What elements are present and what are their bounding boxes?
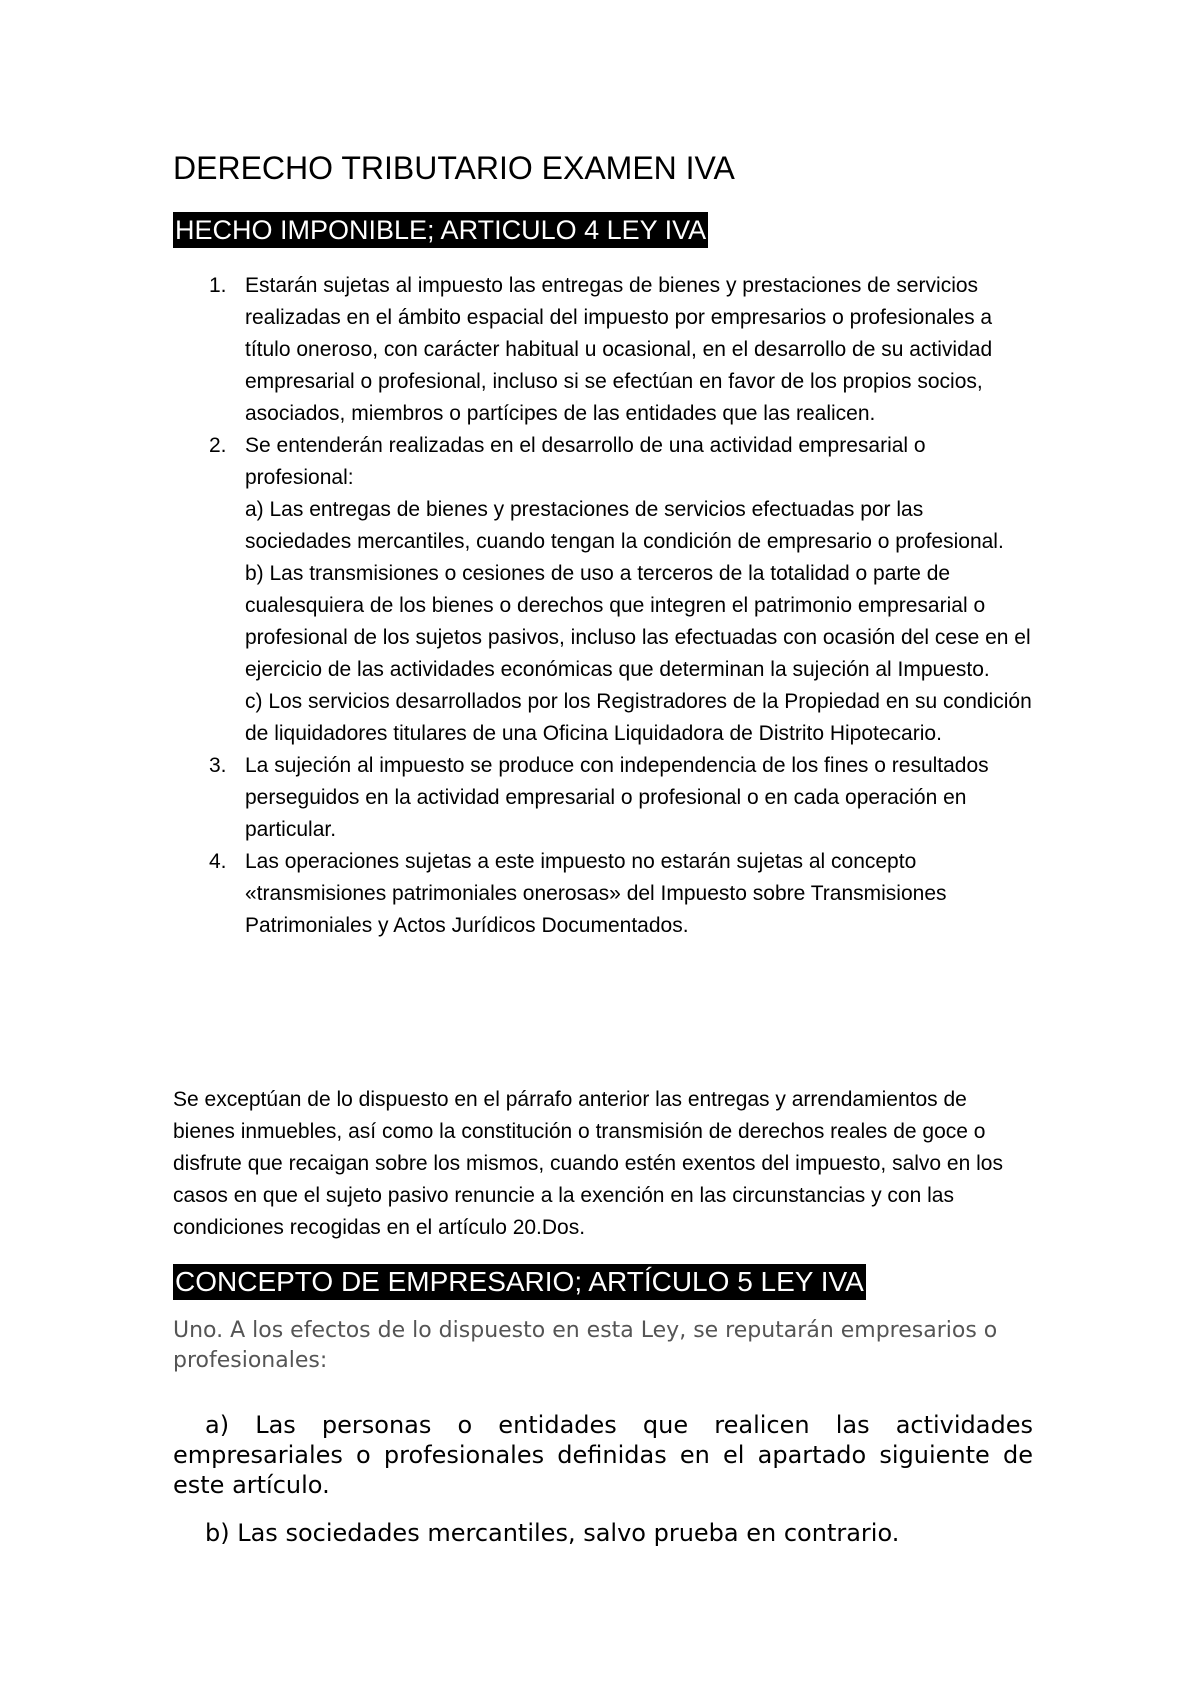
article-item-b: b) Las sociedades mercantiles, salvo prueba en contrario.	[205, 1519, 900, 1547]
list-item-text: Las operaciones sujetas a este impuesto no estarán sujetas al concepto «transmisiones patrimoniales onerosas» del Impuesto sobre Transmisiones Patrimoniales y Actos Jurídicos Documentados.	[245, 850, 947, 937]
list-item-text: Estarán sujetas al impuesto las entregas de bienes y prestaciones de servicios realizadas en el ámbito espacial del impuesto por empresarios o profesionales a título oneroso, con carácter habitual u ocasional, en el desarrollo de su actividad empresarial o profesional, incluso si se efectúan en favor de los propios socios, asociados, miembros o partícipes de las entidades que las realicen.	[245, 274, 993, 425]
section-heading-hecho-imponible: HECHO IMPONIBLE; ARTICULO 4 LEY IVA	[173, 212, 708, 248]
subparagraph-b: b) Las transmisiones o cesiones de uso a terceros de la totalidad o parte de cualesquiera de los bienes o derechos que integren el patrimonio empresarial o profesional de los sujetos pasivos, incluso las efectuadas con ocasión del cese en el ejercicio de las actividades económicas que determinan la sujeción al Impuesto.	[245, 562, 1031, 681]
list-number: 4.	[209, 850, 227, 873]
document-title: DERECHO TRIBUTARIO EXAMEN IVA	[173, 150, 735, 186]
section-heading-concepto-empresario: CONCEPTO DE EMPRESARIO; ARTÍCULO 5 LEY IVA	[173, 1264, 866, 1300]
list-item-text: La sujeción al impuesto se produce con independencia de los fines o resultados perseguidos en la actividad empresarial o profesional o en cada operación en particular.	[245, 754, 989, 841]
numbered-list	[173, 270, 1033, 942]
article-intro: Uno. A los efectos de lo dispuesto en esta Ley, se reputarán empresarios o profesionales:	[173, 1318, 998, 1373]
subparagraph-c: c) Los servicios desarrollados por los Registradores de la Propiedad en su condición de liquidadores titulares de una Oficina Liquidadora de Distrito Hipotecario.	[245, 690, 1032, 745]
exception-paragraph: Se exceptúan de lo dispuesto en el párrafo anterior las entregas y arrendamientos de bienes inmuebles, así como la constitución o transmisión de derechos reales de goce o disfrute que recaigan sobre los mismos, cuando estén exentos del impuesto, salvo en los casos en que el sujeto pasivo renuncie a la exención en las circunstancias y con las condiciones recogidas en el artículo 20.Dos.	[173, 1088, 1003, 1239]
list-item	[173, 430, 1033, 750]
list-item-text: Se entenderán realizadas en el desarrollo de una actividad empresarial o profesional:	[245, 434, 926, 489]
subparagraph-a: a) Las entregas de bienes y prestaciones de servicios efectuadas por las sociedades mercantiles, cuando tengan la condición de empresario o profesional.	[245, 498, 1004, 553]
list-number: 2.	[209, 434, 227, 457]
list-number: 1.	[209, 274, 227, 297]
list-number: 3.	[209, 754, 227, 777]
list-item	[173, 750, 1033, 846]
list-item	[173, 846, 1033, 942]
article-item-a: a) Las personas o entidades que realicen las actividades empresariales o profesionales definidas en el apartado siguiente de este artículo.	[173, 1411, 1033, 1499]
list-item	[173, 270, 1033, 430]
